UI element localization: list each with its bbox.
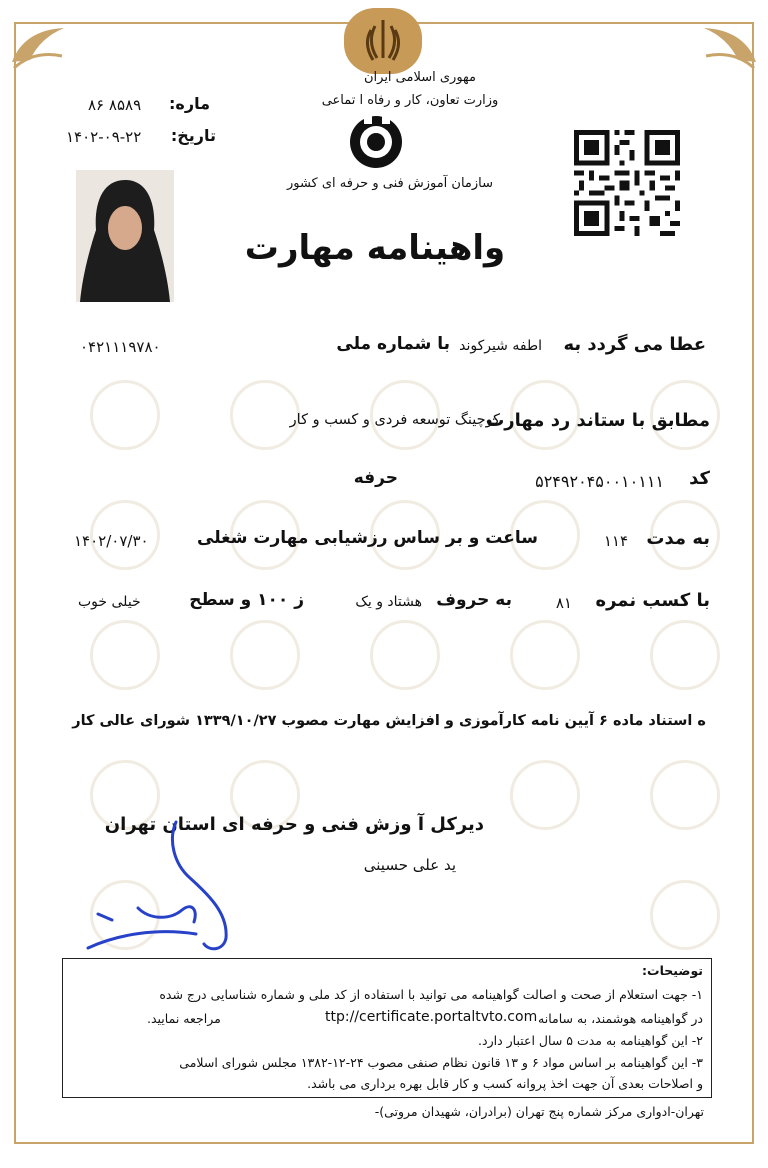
score-value: ۸۱ bbox=[555, 594, 572, 612]
republic-name: مهوری اسلامی ایران bbox=[363, 70, 476, 85]
duration-label: به مدت bbox=[646, 528, 710, 549]
note-line-2b: مراجعه نمایید. bbox=[147, 1011, 221, 1026]
signatory-name: ید علی حسینی bbox=[363, 856, 456, 874]
organization-logo-icon bbox=[344, 114, 408, 172]
standard-value: کوچینگ توسعه فردی و کسب و کار bbox=[289, 412, 500, 428]
signatory-title: دیرکل آ وزش فنی و حرفه ای استان تهران bbox=[104, 814, 484, 835]
out-of-label: ز ۱۰۰ و سطح bbox=[189, 590, 304, 610]
note-line-5: و اصلاحات بعدی آن جهت اخذ پروانه کسب و کار قابل بهره برداری می باشد. bbox=[307, 1076, 703, 1091]
standard-label: مطابق با ستاند رد مهارت bbox=[486, 410, 710, 431]
note-line-4: ۳- این گواهینامه بر اساس مواد ۶ و ۱۳ قانون نظام صنفی مصوب ۲۴-۱۲-۱۳۸۲ مجلس شورای اسلامی bbox=[179, 1055, 703, 1070]
profession-label: حرفه bbox=[353, 468, 398, 488]
awarded-name: اطفه شیرکوند bbox=[459, 338, 542, 354]
legal-basis: ه استناد ماده ۶ آیین نامه کارآموزی و افزایش مهارت مصوب ۱۳۳۹/۱۰/۲۷ شورای عالی کار bbox=[72, 713, 706, 729]
holder-photo bbox=[76, 170, 174, 302]
code-label: کد bbox=[689, 468, 710, 489]
corner-ornament-left bbox=[4, 20, 74, 80]
national-emblem bbox=[344, 8, 422, 74]
organization-name: سازمان آموزش فنی و حرفه ای کشور bbox=[286, 176, 494, 191]
date-label: تاریخ: bbox=[170, 126, 216, 145]
level-value: خیلی خوب bbox=[78, 594, 141, 610]
corner-ornament-right bbox=[694, 20, 764, 80]
duration-value: ۱۱۴ bbox=[603, 532, 628, 550]
date-value: ۱۴۰۲-۰۹-۲۲ bbox=[66, 128, 142, 146]
evaluation-date: ۱۴۰۲/۰۷/۳۰ bbox=[74, 532, 149, 550]
national-id-label: با شماره ملی bbox=[336, 334, 450, 354]
number-value: ۸۵۸۹ ۸۶ bbox=[88, 96, 142, 114]
awarded-label: عطا می گردد به bbox=[563, 334, 706, 355]
notes-box bbox=[62, 958, 712, 1098]
in-words-label: به حروف bbox=[436, 590, 512, 610]
certificate-title: واهینامه مهارت bbox=[244, 228, 506, 268]
note-line-1: ۱- جهت استعلام از صحت و اصالت گواهینامه می توانید با استفاده از کد ملی و شماره شناسایی درج شده bbox=[159, 987, 703, 1002]
national-id-value: ۰۴۲۱۱۱۹۷۸۰ bbox=[80, 338, 161, 356]
hours-label: ساعت و بر ساس رزشیابی مهارت شغلی bbox=[197, 528, 538, 548]
in-words-value: هشتاد و یک bbox=[355, 594, 422, 610]
notes-heading: توضیحات: bbox=[642, 963, 703, 978]
verification-url: ttp://certificate.portaltvto.com bbox=[325, 1009, 538, 1025]
note-line-3: ۲- این گواهینامه به مدت ۵ سال اعتبار دارد. bbox=[478, 1033, 703, 1048]
ministry-name: وزارت تعاون، کار و رفاه ا تماعی bbox=[321, 93, 499, 108]
emblem-icon bbox=[363, 18, 403, 64]
number-label: ماره: bbox=[169, 94, 210, 113]
footer-address: تهران-ادواری مرکز شماره پنج تهران (برادران، شهیدان مروتی)- bbox=[374, 1104, 704, 1119]
note-line-2a: در گواهینامه هوشمند، به سامانه bbox=[538, 1011, 703, 1026]
signature-mark bbox=[78, 810, 278, 960]
score-label: با کسب نمره bbox=[595, 590, 710, 611]
qr-code bbox=[574, 130, 680, 236]
code-value: ۵۲۴۹۲۰۴۵۰۰۱۰۱۱۱ bbox=[535, 472, 664, 491]
